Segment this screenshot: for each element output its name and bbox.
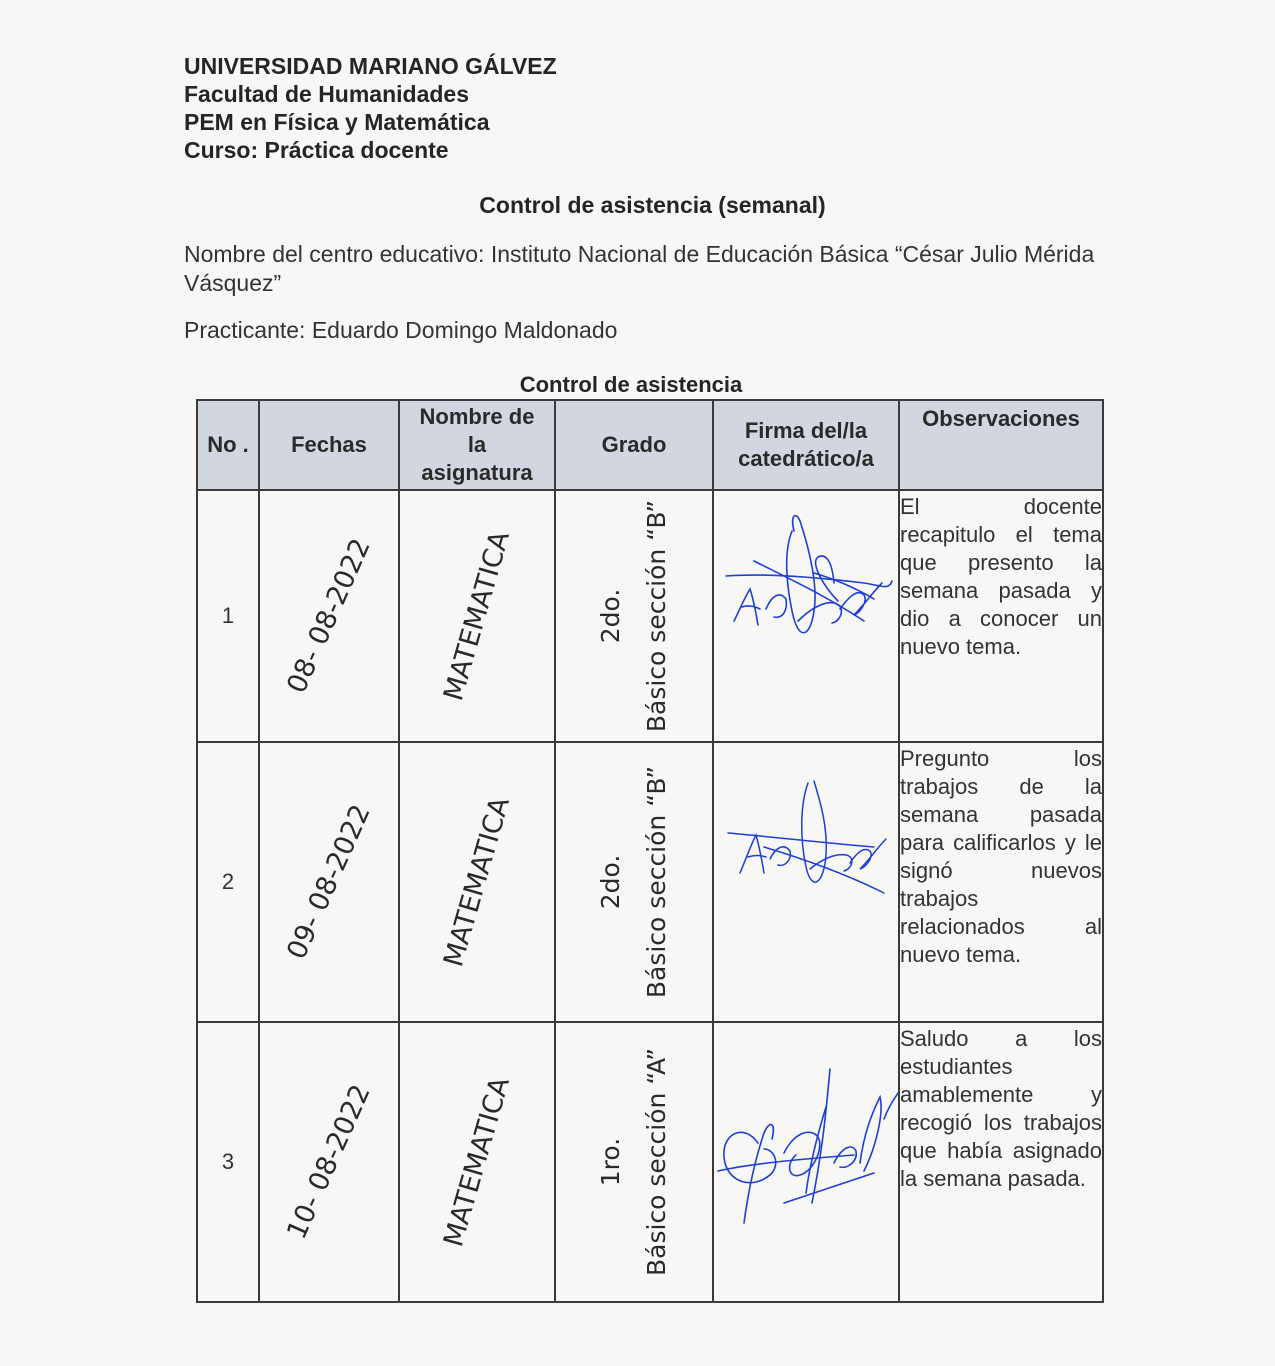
header-grade: Grado — [555, 400, 713, 490]
header-observations: Observaciones — [899, 400, 1103, 490]
grade-level: 2do. — [596, 854, 625, 910]
grade-section: Básico sección “B” — [642, 765, 671, 999]
grade-level: 2do. — [596, 588, 625, 644]
university-name: UNIVERSIDAD MARIANO GÁLVEZ — [184, 53, 557, 79]
date-cell — [259, 742, 399, 1022]
date-cell — [259, 490, 399, 742]
subject-cell — [399, 742, 555, 1022]
date-text: 09- 08-2022 — [281, 800, 377, 964]
subject-text: MATEMATICA — [438, 793, 516, 971]
handwritten-signature — [714, 1023, 900, 1303]
date-cell — [259, 1022, 399, 1302]
document-title: Control de asistencia (semanal) — [479, 192, 826, 218]
grade-text — [588, 500, 680, 732]
grade-text — [588, 766, 680, 998]
signature-cell — [713, 490, 899, 742]
table-row — [197, 742, 1103, 1022]
table-caption: Control de asistencia — [519, 372, 743, 397]
school-line: Nombre del centro educativo: Instituto Nacional de Educación Básica “César Julio Mérida Vásquez” — [184, 241, 1095, 296]
document-header — [184, 52, 557, 164]
faculty-name: Facultad de Humanidades — [184, 81, 470, 107]
grade-section: Básico sección “B” — [642, 499, 671, 733]
grade-level: 1ro. — [596, 1137, 625, 1187]
signature-cell — [713, 742, 899, 1022]
row-number: 1 — [197, 490, 259, 742]
trainee-line: Practicante: Eduardo Domingo Maldonado — [184, 317, 618, 343]
header-no: No . — [197, 400, 259, 490]
table-row — [197, 490, 1103, 742]
grade-cell — [555, 742, 713, 1022]
observation-text: El docente recapitulo el tema que presento la semana pasada y dio a conocer un nuevo tema. — [900, 494, 1102, 659]
handwritten-signature — [714, 743, 900, 1023]
date-text: 10- 08-2022 — [281, 1080, 377, 1244]
subject-cell — [399, 1022, 555, 1302]
grade-cell — [555, 1022, 713, 1302]
signature-cell — [713, 1022, 899, 1302]
observation-cell — [899, 490, 1103, 742]
table-row — [197, 1022, 1103, 1302]
subject-text: MATEMATICA — [438, 1073, 516, 1251]
date-text: 08- 08-2022 — [281, 534, 377, 698]
table-header-row — [197, 400, 1103, 490]
observation-cell — [899, 742, 1103, 1022]
handwritten-signature — [714, 491, 900, 743]
observation-text: Saludo a los estudiantes amablemente y recogió los trabajos que había asignado la semana pasada. — [900, 1026, 1102, 1191]
grade-text — [588, 1048, 680, 1276]
grade-section: Básico sección “A” — [642, 1047, 671, 1277]
subject-cell — [399, 490, 555, 742]
row-number: 2 — [197, 742, 259, 1022]
subject-text: MATEMATICA — [438, 527, 516, 705]
row-number: 3 — [197, 1022, 259, 1302]
header-dates: Fechas — [259, 400, 399, 490]
header-signature: Firma del/la catedrático/a — [713, 400, 899, 490]
observation-text: Pregunto los trabajos de la semana pasada para calificarlos y le signó nuevos trabajos relacionados al nuevo tema. — [900, 746, 1102, 967]
program-name: PEM en Física y Matemática — [184, 109, 490, 135]
course-name: Curso: Práctica docente — [184, 137, 449, 163]
header-subject: Nombre de la asignatura — [399, 400, 555, 490]
attendance-table — [196, 399, 1104, 1303]
grade-cell — [555, 490, 713, 742]
observation-cell — [899, 1022, 1103, 1302]
